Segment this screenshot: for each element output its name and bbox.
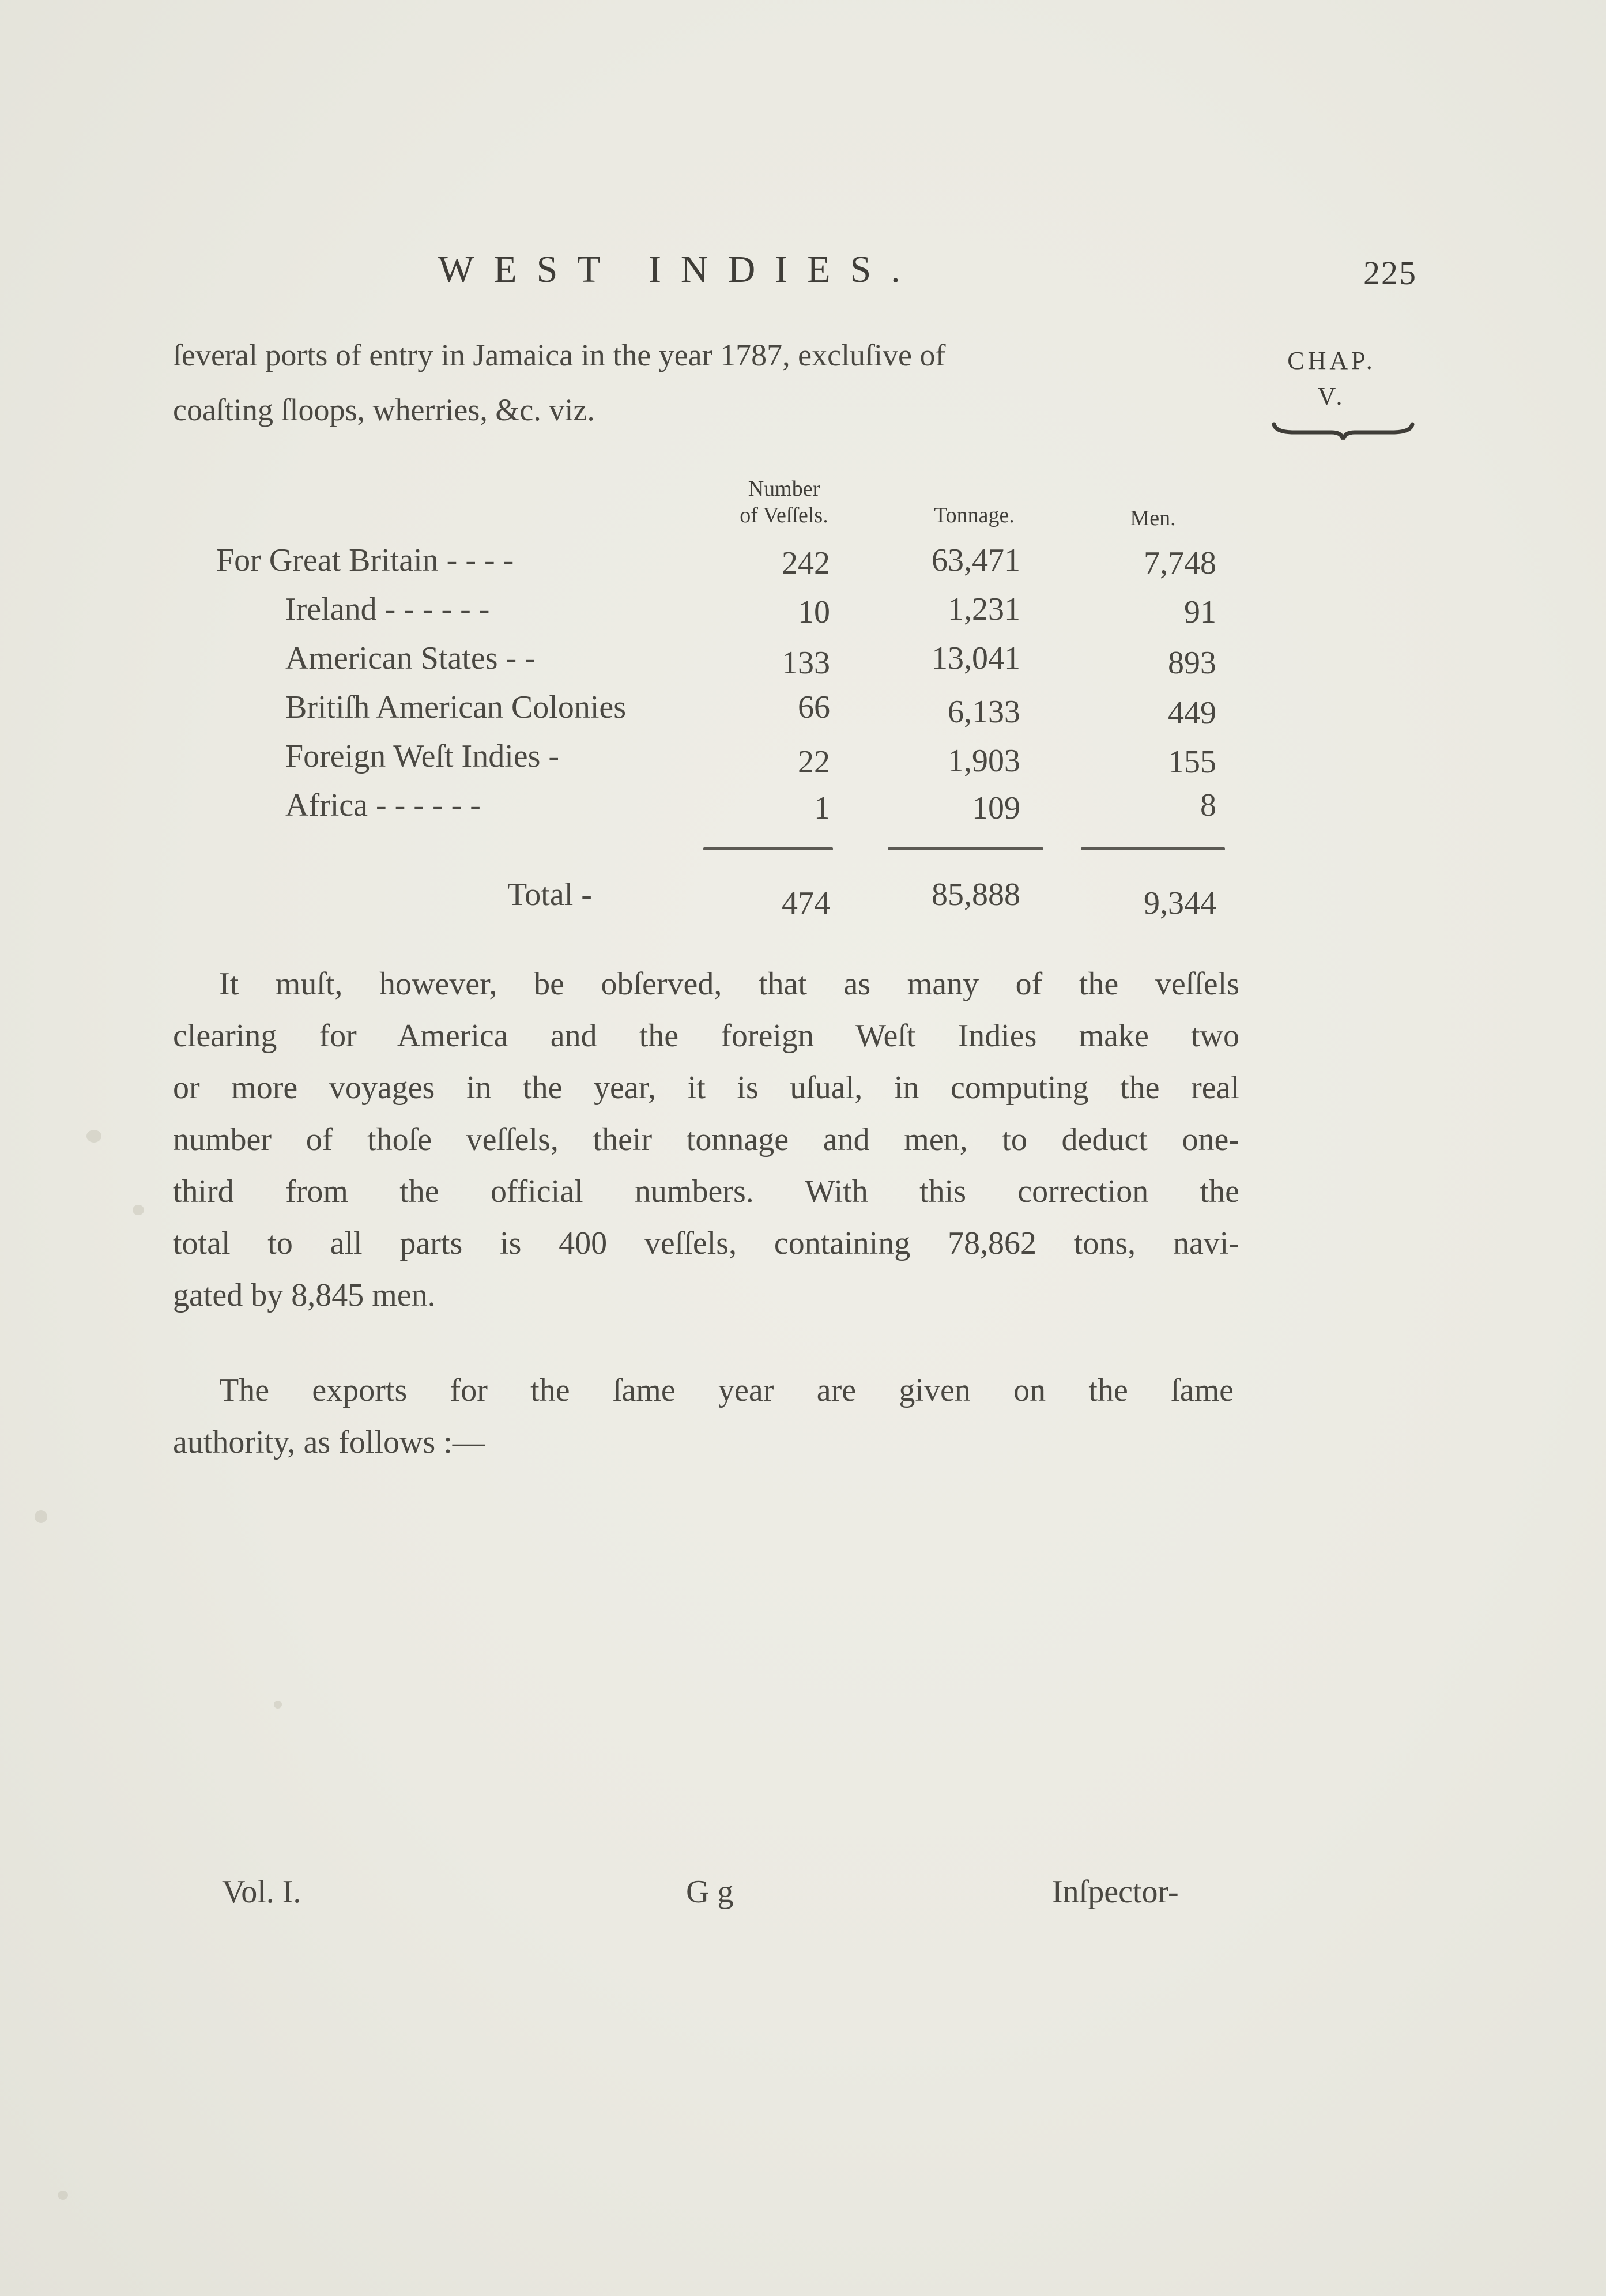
men-column-header: Men. — [1130, 506, 1176, 530]
vessels-cell: 1 — [814, 790, 830, 826]
tonnage-column-header: Tonnage. — [934, 503, 1015, 527]
total-rule-vessels — [703, 847, 833, 850]
paragraph-line: number of thoſe veſſels, their tonnage and men, to deduct one- — [173, 1122, 1239, 1158]
tonnage-cell: 6,133 — [948, 694, 1020, 730]
row-label: Britiſh American Colonies — [285, 689, 627, 725]
row-label: For Great Britain - - - - — [216, 542, 514, 578]
paper-speck — [274, 1701, 282, 1709]
brace-ornament — [1271, 420, 1415, 443]
paragraph-line: third from the official numbers. With this correction the — [173, 1174, 1239, 1209]
vessels-cell: 66 — [798, 689, 830, 725]
row-label: American States - - — [285, 640, 536, 676]
tonnage-cell: 1,903 — [948, 743, 1020, 779]
total-rule-tonnage — [888, 847, 1043, 850]
paragraph-line: The exports for the ſame year are given on the ſame — [219, 1373, 1234, 1408]
vessels-column-header: Number of Veſſels. — [740, 477, 828, 527]
paragraph-line: It muſt, however, be obſerved, that as many of the veſſels — [219, 966, 1239, 1002]
gathering-mark: G g — [686, 1874, 734, 1910]
chapter-label: CHAP. — [1287, 346, 1376, 375]
men-cell: 155 — [1168, 744, 1216, 780]
men-cell: 7,748 — [1144, 545, 1216, 581]
row-label: Africa - - - - - - — [285, 787, 481, 823]
total-tonnage: 85,888 — [932, 877, 1020, 913]
row-label: Foreign Weſt Indies - — [285, 738, 560, 774]
total-vessels: 474 — [782, 885, 830, 921]
page-number: 225 — [1363, 254, 1417, 292]
intro-line-2: coaſting ſloops, wherries, &c. viz. — [173, 393, 595, 427]
paragraph-line: or more voyages in the year, it is uſual, in computing the real — [173, 1070, 1239, 1106]
volume-signature: Vol. I. — [222, 1874, 301, 1910]
intro-line-1: ſeveral ports of entry in Jamaica in the year 1787, excluſive of — [173, 338, 946, 372]
men-cell: 449 — [1168, 695, 1216, 731]
paper-speck — [58, 2191, 68, 2200]
total-men: 9,344 — [1144, 885, 1216, 921]
tonnage-cell: 1,231 — [948, 591, 1020, 627]
paragraph-line: clearing for America and the foreign Weſt Indies make two — [173, 1018, 1239, 1054]
men-cell: 8 — [1200, 787, 1216, 823]
catchword: Inſpector- — [1052, 1874, 1179, 1910]
row-label: Ireland - - - - - - — [285, 591, 490, 627]
men-cell: 91 — [1184, 594, 1216, 630]
paragraph-line: authority, as follows :— — [173, 1424, 485, 1460]
paragraph-line: total to all parts is 400 veſſels, containing 78,862 tons, navi- — [173, 1226, 1239, 1261]
tonnage-cell: 109 — [972, 790, 1020, 826]
vessels-cell: 10 — [798, 594, 830, 630]
paper-speck — [133, 1205, 144, 1215]
tonnage-cell: 63,471 — [932, 542, 1020, 578]
chapter-number: V. — [1317, 382, 1346, 410]
vessels-cell: 22 — [798, 744, 830, 780]
vessels-cell: 133 — [782, 645, 830, 681]
total-rule-men — [1081, 847, 1225, 850]
total-label: Total - — [507, 877, 592, 913]
paper-speck — [35, 1510, 47, 1523]
paragraph-line: gated by 8,845 men. — [173, 1277, 436, 1313]
vessels-cell: 242 — [782, 545, 830, 581]
running-head: WEST INDIES. — [438, 248, 920, 291]
paper-speck — [86, 1130, 101, 1143]
men-cell: 893 — [1168, 645, 1216, 681]
margin-note — [1251, 343, 1412, 414]
tonnage-cell: 13,041 — [932, 640, 1020, 676]
